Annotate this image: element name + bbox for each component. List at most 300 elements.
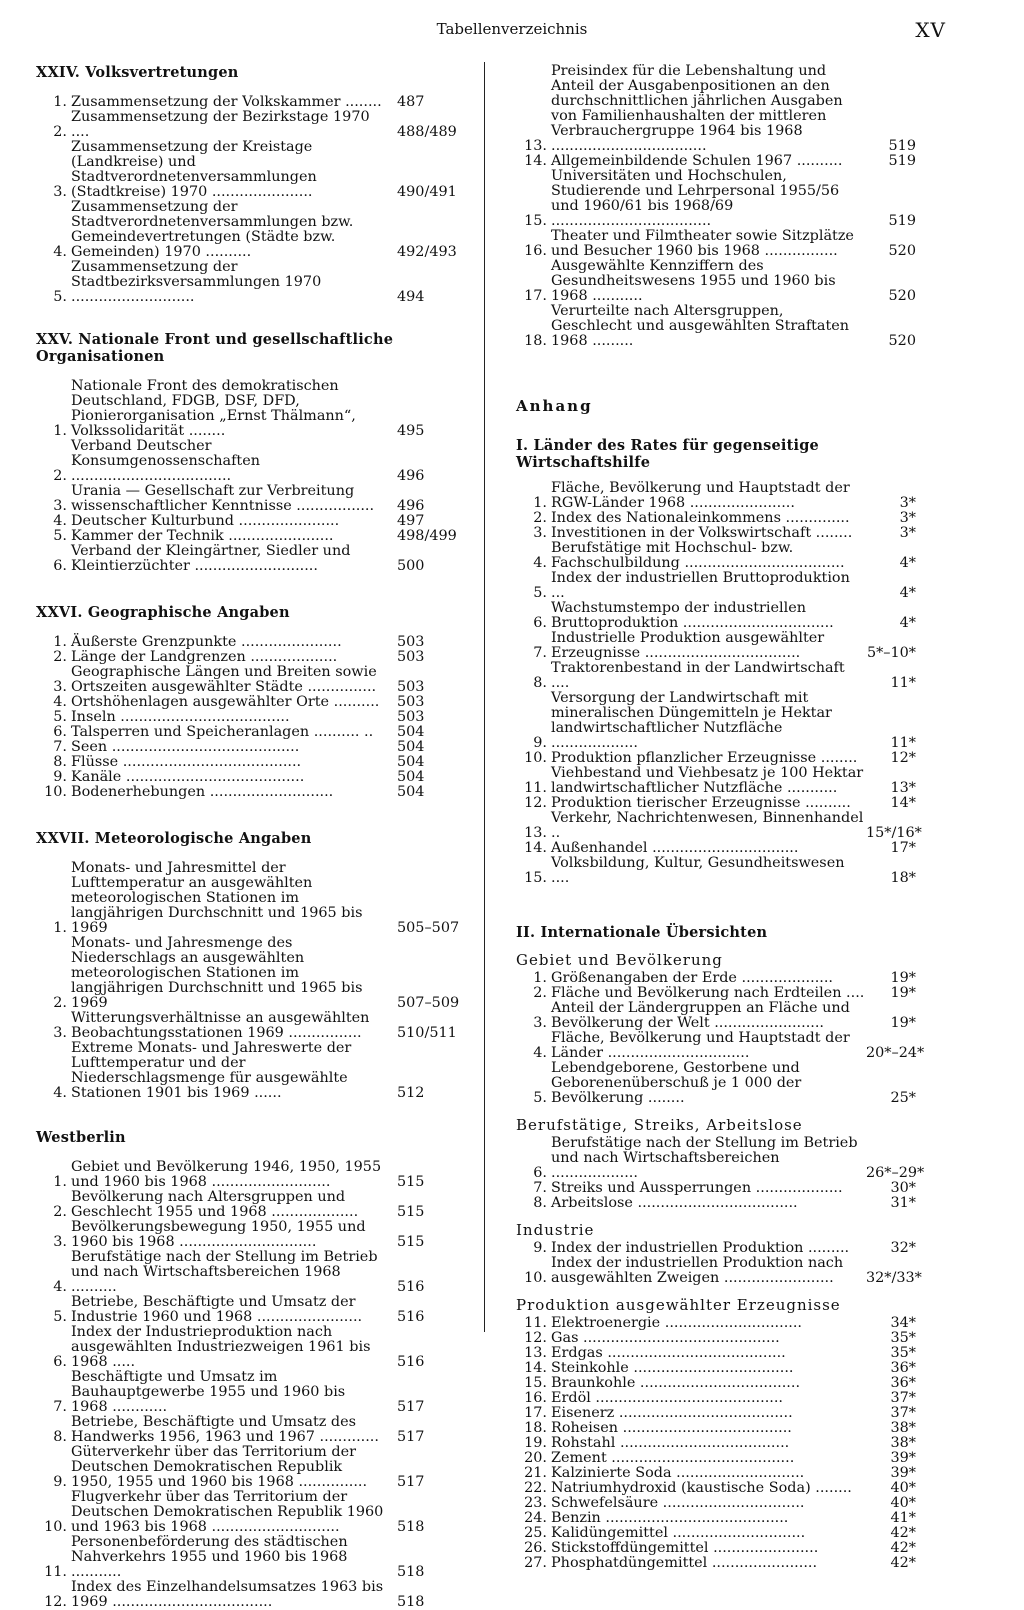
entry-number: 2. xyxy=(53,468,67,484)
entry-number: 3. xyxy=(53,1234,67,1250)
entry-title: Personenbeförderung des städtischen Nahverkehrs 1955 und 1960 bis 1968 ........... xyxy=(71,1534,348,1580)
entry-title: Zusammensetzung der Stadtverordnetenversammlungen bzw. Gemeindevertretungen (Städte bzw. Gemeinden) 1970 .......... xyxy=(71,199,354,260)
entry-page: 42* xyxy=(890,1525,916,1541)
entry-page: 515 xyxy=(397,1174,425,1190)
entry-page: 26*–29* xyxy=(866,1165,925,1181)
entry-number: 6. xyxy=(53,724,67,740)
entry-page: 520 xyxy=(888,333,916,349)
subsection-title: Produktion ausgewählter Erzeugnisse xyxy=(516,1296,841,1314)
entry-title: Witterungsverhältnisse an ausgewählten Beobachtungsstationen 1969 ................ xyxy=(71,1010,370,1041)
entry-title: Seen ......................................... xyxy=(71,739,300,755)
toc-entry xyxy=(36,1370,426,1415)
toc-entry xyxy=(516,481,916,511)
entry-number: 10. xyxy=(44,784,67,800)
entry-title: Verband Deutscher Konsumgenossenschaften ................................... xyxy=(71,438,260,484)
entry-page: 3* xyxy=(899,510,916,526)
entry-number: 11. xyxy=(524,780,547,796)
entry-title: Traktorenbestand in der Landwirtschaft .... xyxy=(551,660,845,691)
entry-page: 37* xyxy=(890,1390,916,1406)
toc-entry xyxy=(516,526,916,541)
toc-entry xyxy=(516,1255,922,1286)
toc-entry xyxy=(36,740,426,755)
entry-number: 2. xyxy=(53,124,67,140)
entry-page: 515 xyxy=(397,1234,425,1250)
toc-entry xyxy=(516,1421,916,1436)
entry-number: 20. xyxy=(524,1450,547,1466)
entry-title: Universitäten und Hochschulen, Studierende und Lehrpersonal 1955/56 und 1960/61 bis 1968/69 ................................... xyxy=(551,168,840,229)
toc-entry xyxy=(516,1556,916,1571)
toc-entry xyxy=(516,541,916,571)
toc-entry xyxy=(36,1535,426,1580)
left-column xyxy=(36,64,460,1610)
entry-title: Index des Einzelhandelsumsatzes 1963 bis 1969 ................................... xyxy=(71,1579,384,1610)
entry-title: Gas ........................................... xyxy=(551,1330,780,1346)
entry-page: 31* xyxy=(890,1195,916,1211)
entry-title: Zusammensetzung der Kreistage (Landkreise) und Stadtverordnetenversammlungen (Stadtkreise) 1970 ...................... xyxy=(71,139,317,200)
entry-number: 12. xyxy=(524,795,547,811)
toc-entry xyxy=(516,1451,916,1466)
entry-page: 40* xyxy=(890,1480,916,1496)
entry-number: 14. xyxy=(524,153,547,169)
toc-entry xyxy=(516,169,916,229)
entry-number: 10. xyxy=(524,750,547,766)
entry-title: Index der industriellen Produktion ......... xyxy=(551,1240,850,1256)
entry-title: Geographische Längen und Breiten sowie Ortszeiten ausgewählter Städte ............... xyxy=(71,664,377,695)
entry-page: 504 xyxy=(397,784,425,800)
entry-number: 17. xyxy=(524,288,547,304)
entry-title: Außenhandel ................................ xyxy=(551,840,799,856)
entry-page: 40* xyxy=(890,1495,916,1511)
entry-title: Index der industriellen Bruttoproduktion ... xyxy=(551,570,850,601)
toc-entry xyxy=(36,1220,426,1250)
entry-number: 5. xyxy=(533,1090,547,1106)
toc-entry xyxy=(516,1196,916,1211)
entry-number: 6. xyxy=(53,558,67,574)
entry-title: Kanäle ....................................... xyxy=(71,769,305,785)
entry-page: 517 xyxy=(397,1399,425,1415)
entry-title: Natriumhydroxid (kaustische Soda) ........ xyxy=(551,1480,852,1496)
entry-page: 17* xyxy=(890,840,916,856)
toc-entry xyxy=(36,1445,426,1490)
entry-title: Lebendgeborene, Gestorbene und Geborenenüberschuß je 1 000 der Bevölkerung ........ xyxy=(551,1060,802,1106)
entry-number: 15. xyxy=(524,870,547,886)
entry-title: Volksbildung, Kultur, Gesundheitswesen .... xyxy=(551,855,845,886)
entry-number: 10. xyxy=(524,1270,547,1286)
toc-entry xyxy=(516,766,916,796)
entry-page: 517 xyxy=(397,1429,425,1445)
toc-entry xyxy=(36,755,426,770)
entry-title: Flüsse ....................................... xyxy=(71,754,302,770)
toc-entry xyxy=(36,695,426,710)
entry-page: 496 xyxy=(397,498,425,514)
entry-title: Braunkohle ................................... xyxy=(551,1375,801,1391)
subsection-title: Berufstätige, Streiks, Arbeitslose xyxy=(516,1116,803,1134)
entry-page: 38* xyxy=(890,1420,916,1436)
entry-page: 35* xyxy=(890,1330,916,1346)
toc-entry xyxy=(516,1391,916,1406)
toc-entry xyxy=(36,528,457,544)
toc-entry xyxy=(516,1436,916,1451)
entry-title: Berufstätige nach der Stellung im Betrieb und nach Wirtschaftsbereichen 1968 .......... xyxy=(71,1249,378,1295)
entry-title: Schwefelsäure ............................... xyxy=(551,1495,805,1511)
toc-entry xyxy=(516,631,916,661)
entry-title: Produktion tierischer Erzeugnisse .......... xyxy=(551,795,851,811)
entry-number: 3. xyxy=(53,498,67,514)
entry-number: 1. xyxy=(53,634,67,650)
toc-entry xyxy=(516,796,916,811)
entry-title: Verkehr, Nachrichtenwesen, Binnenhandel .. xyxy=(551,810,864,841)
entry-number: 4. xyxy=(53,1279,67,1295)
entry-title: Monats- und Jahresmenge des Niederschlags an ausgewählten meteorologischen Stationen im langjährigen Durchschnitt und 1965 bis 1969 xyxy=(71,935,363,1011)
page-number: XV xyxy=(915,18,946,42)
entry-title: Streiks und Aussperrungen ................... xyxy=(551,1180,843,1196)
entry-number: 11. xyxy=(524,1315,547,1331)
entry-number: 3. xyxy=(53,679,67,695)
entry-number: 2. xyxy=(53,1204,67,1220)
entry-page: 518 xyxy=(397,1564,425,1580)
entry-number: 3. xyxy=(53,1025,67,1041)
entry-title: Länge der Landgrenzen ................... xyxy=(71,649,338,665)
right-column xyxy=(516,63,925,1571)
entry-page: 488/489 xyxy=(397,124,457,140)
toc-entry xyxy=(36,1490,426,1535)
entry-page: 498/499 xyxy=(397,528,457,544)
entry-number: 3. xyxy=(53,184,67,200)
entry-title: Index des Nationaleinkommens .............. xyxy=(551,510,850,526)
entry-number: 6. xyxy=(533,615,547,631)
entry-page: 520 xyxy=(888,288,916,304)
toc-entry xyxy=(516,1001,916,1031)
toc-entry xyxy=(36,1190,426,1220)
entry-page: 519 xyxy=(888,153,916,169)
toc-entry xyxy=(36,1250,426,1295)
entry-page: 503 xyxy=(397,634,425,650)
entry-number: 9. xyxy=(53,1474,67,1490)
entry-number: 16. xyxy=(524,1390,547,1406)
toc-entry xyxy=(516,810,922,841)
entry-page: 13* xyxy=(890,780,916,796)
entry-page: 519 xyxy=(888,213,916,229)
toc-section xyxy=(36,1129,426,1610)
entry-page: 503 xyxy=(397,679,425,695)
entry-title: Fläche und Bevölkerung nach Erdteilen .... xyxy=(551,985,865,1001)
entry-number: 12. xyxy=(524,1330,547,1346)
entry-title: Berufstätige nach der Stellung im Betrieb und nach Wirtschaftsbereichen ................... xyxy=(551,1135,858,1181)
subsection-title: Industrie xyxy=(516,1221,595,1239)
entry-number: 26. xyxy=(524,1540,547,1556)
toc-entry xyxy=(36,1010,457,1041)
entry-page: 19* xyxy=(890,985,916,1001)
entry-page: 15*/16* xyxy=(866,825,922,841)
entry-title: Gebiet und Bevölkerung 1946, 1950, 1955 und 1960 bis 1968 .......................... xyxy=(71,1159,382,1190)
entry-title: Betriebe, Beschäftigte und Umsatz der Industrie 1960 und 1968 ....................... xyxy=(71,1294,363,1325)
section-title: XXVI. Geographische Angaben xyxy=(36,604,290,621)
entry-number: 9. xyxy=(533,735,547,751)
entry-page: 492/493 xyxy=(397,244,457,260)
entry-number: 1. xyxy=(53,920,67,936)
entry-title: Talsperren und Speicheranlagen .......... .. xyxy=(71,724,374,740)
entry-title: Deutscher Kulturbund ...................... xyxy=(71,513,340,529)
entry-title: Roheisen ..................................... xyxy=(551,1420,792,1436)
entry-title: Betriebe, Beschäftigte und Umsatz des Handwerks 1956, 1963 und 1967 ............. xyxy=(71,1414,379,1445)
entry-number: 4. xyxy=(53,244,67,260)
section-title: I. Länder des Rates für gegenseitige Wirtschaftshilfe xyxy=(516,437,819,471)
entry-number: 8. xyxy=(533,675,547,691)
toc-entry xyxy=(36,109,457,140)
entry-page: 19* xyxy=(890,970,916,986)
entry-title: Verband der Kleingärtner, Siedler und Kleintierzüchter ........................... xyxy=(71,543,351,574)
entry-page: 3* xyxy=(899,525,916,541)
section-title: XXIV. Volksvertretungen xyxy=(36,64,239,81)
entry-page: 518 xyxy=(397,1519,425,1535)
toc-entry xyxy=(516,229,916,259)
toc-entry xyxy=(36,650,426,665)
entry-number: 4. xyxy=(533,555,547,571)
entry-number: 14. xyxy=(524,1360,547,1376)
entry-number: 1. xyxy=(53,1174,67,1190)
entry-page: 4* xyxy=(899,615,916,631)
entry-number: 7. xyxy=(53,739,67,755)
entry-title: Fläche, Bevölkerung und Hauptstadt der Länder ............................... xyxy=(551,1030,850,1061)
entry-page: 516 xyxy=(397,1354,425,1370)
entry-number: 24. xyxy=(524,1510,547,1526)
entry-page: 14* xyxy=(890,795,916,811)
entry-title: Preisindex für die Lebenshaltung und Anteil der Ausgabenpositionen an den durchschnittlichen jährlichen Ausgaben von Familienhaushalten der mittleren Verbrauchergruppe 1964 bis 1968 .................................. xyxy=(551,63,843,154)
entry-title: Ausgewählte Kennziffern des Gesundheitswesens 1955 und 1960 bis 1968 ........... xyxy=(551,258,836,304)
entry-title: Zusammensetzung der Bezirkstage 1970 .... xyxy=(71,109,370,140)
entry-title: Investitionen in der Volkswirtschaft ........ xyxy=(551,525,853,541)
entry-number: 17. xyxy=(524,1405,547,1421)
entry-title: Nationale Front des demokratischen Deutschland, FDGB, DSF, DFD, Pionierorganisation „Ernst Thälmann“, Volkssolidarität ........ xyxy=(71,378,356,439)
entry-title: Anteil der Ländergruppen an Fläche und Bevölkerung der Welt ........................ xyxy=(551,1000,850,1031)
entry-page: 32* xyxy=(890,1240,916,1256)
entry-number: 15. xyxy=(524,1375,547,1391)
toc-entry xyxy=(36,199,457,260)
entry-page: 36* xyxy=(890,1360,916,1376)
toc-entry xyxy=(36,95,426,110)
entry-number: 2. xyxy=(533,985,547,1001)
entry-title: Größenangaben der Erde .................... xyxy=(551,970,834,986)
entry-title: Produktion pflanzlicher Erzeugnisse ........ xyxy=(551,750,858,766)
entry-number: 4. xyxy=(53,694,67,710)
toc-entry xyxy=(516,986,916,1001)
entry-page: 3* xyxy=(899,495,916,511)
toc-entry xyxy=(36,1415,426,1445)
entry-number: 2. xyxy=(533,510,547,526)
toc-entry xyxy=(516,1496,916,1511)
toc-section-continued xyxy=(516,64,916,349)
entry-number: 10. xyxy=(44,1519,67,1535)
toc-entry xyxy=(36,1325,426,1370)
toc-entry xyxy=(516,1526,916,1541)
toc-entry xyxy=(516,1181,916,1196)
toc-entry xyxy=(516,751,916,766)
entry-title: Kalidüngemittel ............................. xyxy=(551,1525,806,1541)
entry-number: 13. xyxy=(524,138,547,154)
toc-section xyxy=(36,830,460,1101)
toc-entry xyxy=(36,379,426,439)
entry-page: 42* xyxy=(890,1540,916,1556)
entry-page: 39* xyxy=(890,1465,916,1481)
toc-entry xyxy=(36,635,426,650)
entry-number: 5. xyxy=(53,528,67,544)
entry-page: 25* xyxy=(890,1090,916,1106)
entry-number: 5. xyxy=(53,709,67,725)
toc-entry xyxy=(36,710,426,725)
entry-number: 3. xyxy=(533,525,547,541)
entry-number: 2. xyxy=(53,649,67,665)
toc-entry xyxy=(516,1541,916,1556)
toc-entry xyxy=(36,1580,426,1610)
toc-entry xyxy=(516,841,916,856)
entry-title: Eisenerz ...................................... xyxy=(551,1405,793,1421)
entry-number: 7. xyxy=(53,1399,67,1415)
entry-number: 4. xyxy=(53,1085,67,1101)
entry-page: 36* xyxy=(890,1375,916,1391)
entry-number: 7. xyxy=(533,1180,547,1196)
entry-number: 27. xyxy=(524,1555,547,1571)
entry-page: 19* xyxy=(890,1015,916,1031)
entry-page: 11* xyxy=(890,735,916,751)
entry-page: 503 xyxy=(397,694,425,710)
toc-entry xyxy=(516,1511,916,1526)
toc-entry xyxy=(516,1361,916,1376)
entry-page: 11* xyxy=(890,675,916,691)
entry-title: Verurteilte nach Altersgruppen, Geschlecht und ausgewählten Straftaten 1968 ......... xyxy=(551,303,850,349)
toc-section xyxy=(516,924,925,1571)
toc-entry xyxy=(36,544,426,574)
entry-number: 4. xyxy=(53,513,67,529)
entry-number: 5. xyxy=(53,1309,67,1325)
toc-entry xyxy=(36,1160,426,1190)
entry-title: Elektroenergie .............................. xyxy=(551,1315,802,1331)
toc-entry xyxy=(516,511,916,526)
entry-number: 2. xyxy=(53,995,67,1011)
column-divider xyxy=(484,62,485,1332)
toc-entry xyxy=(516,1316,916,1331)
entry-title: Erdgas ....................................... xyxy=(551,1345,786,1361)
entry-title: Äußerste Grenzpunkte ...................... xyxy=(71,634,342,650)
toc-entry xyxy=(516,1376,916,1391)
entry-page: 4* xyxy=(899,555,916,571)
entry-title: Bevölkerungsbewegung 1950, 1955 und 1960 bis 1968 .............................. xyxy=(71,1219,366,1250)
toc-entry xyxy=(516,1406,916,1421)
entry-number: 3. xyxy=(533,1015,547,1031)
entry-number: 12. xyxy=(44,1594,67,1610)
entry-page: 516 xyxy=(397,1309,425,1325)
toc-entry xyxy=(516,971,916,986)
toc-entry xyxy=(516,259,916,304)
section-title: XXV. Nationale Front und gesellschaftliche Organisationen xyxy=(36,331,394,365)
toc-entry xyxy=(36,1295,426,1325)
entry-number: 1. xyxy=(53,94,67,110)
entry-page: 505–507 xyxy=(397,920,460,936)
entry-title: Index der Industrieproduktion nach ausgewählten Industriezweigen 1961 bis 1968 ..... xyxy=(71,1324,371,1370)
entry-page: 500 xyxy=(397,558,425,574)
toc-entry xyxy=(36,725,426,740)
toc-section xyxy=(36,64,457,305)
toc-entry xyxy=(516,1135,925,1181)
entry-title: Extreme Monats- und Jahreswerte der Lufttemperatur und der Niederschlagsmenge für ausgewählte Stationen 1901 bis 1969 ...... xyxy=(71,1040,352,1101)
entry-number: 25. xyxy=(524,1525,547,1541)
entry-page: 504 xyxy=(397,769,425,785)
entry-title: Monats- und Jahresmittel der Lufttemperatur an ausgewählten meteorologischen Stationen im langjährigen Durchschnitt und 1965 bis 1969 xyxy=(71,860,363,936)
toc-entry xyxy=(36,439,426,484)
entry-page: 495 xyxy=(397,423,425,439)
entry-title: Inseln ..................................... xyxy=(71,709,290,725)
entry-page: 4* xyxy=(899,585,916,601)
entry-page: 510/511 xyxy=(397,1025,457,1041)
toc-entry xyxy=(36,935,460,1011)
entry-page: 39* xyxy=(890,1450,916,1466)
entry-title: Urania — Gesellschaft zur Verbreitung wissenschaftlicher Kenntnisse ................. xyxy=(71,483,375,514)
toc-entry xyxy=(516,1346,916,1361)
entry-number: 6. xyxy=(53,1354,67,1370)
entry-number: 6. xyxy=(533,1165,547,1181)
entry-page: 519 xyxy=(888,138,916,154)
entry-number: 18. xyxy=(524,333,547,349)
entry-page: 520 xyxy=(888,243,916,259)
entry-page: 512 xyxy=(397,1085,425,1101)
section-title: II. Internationale Übersichten xyxy=(516,924,768,941)
entry-title: Versorgung der Landwirtschaft mit mineralischen Düngemitteln je Hektar landwirtschaftlicher Nutzfläche ................... xyxy=(551,690,832,751)
entry-page: 516 xyxy=(397,1279,425,1295)
toc-section xyxy=(516,437,922,886)
entry-title: Fläche, Bevölkerung und Hauptstadt der RGW-Länder 1968 ....................... xyxy=(551,480,850,511)
toc-entry xyxy=(36,1041,426,1101)
toc-entry xyxy=(516,1331,916,1346)
toc-entry xyxy=(36,770,426,785)
toc-entry xyxy=(516,64,916,154)
toc-entry xyxy=(516,1241,916,1256)
entry-number: 23. xyxy=(524,1495,547,1511)
entry-number: 11. xyxy=(44,1564,67,1580)
entry-page: 41* xyxy=(890,1510,916,1526)
entry-number: 9. xyxy=(53,769,67,785)
entry-title: Beschäftigte und Umsatz im Bauhauptgewerbe 1955 und 1960 bis 1968 ............ xyxy=(71,1369,346,1415)
appendix-heading: Anhang xyxy=(516,397,593,415)
entry-number: 5. xyxy=(53,289,67,305)
entry-title: Berufstätige mit Hochschul- bzw. Fachschulbildung ................................... xyxy=(551,540,845,571)
entry-number: 7. xyxy=(533,645,547,661)
entry-number: 13. xyxy=(524,1345,547,1361)
entry-title: Zusammensetzung der Volkskammer ........ xyxy=(71,94,382,110)
entry-page: 35* xyxy=(890,1345,916,1361)
toc-entry xyxy=(36,514,426,529)
entry-title: Ortshöhenlagen ausgewählter Orte .......... xyxy=(71,694,380,710)
entry-title: Benzin ........................................ xyxy=(551,1510,789,1526)
entry-number: 1. xyxy=(533,495,547,511)
entry-number: 14. xyxy=(524,840,547,856)
entry-page: 518 xyxy=(397,1594,425,1610)
entry-page: 12* xyxy=(890,750,916,766)
entry-number: 22. xyxy=(524,1480,547,1496)
entry-title: Kammer der Technik ....................... xyxy=(71,528,334,544)
entry-page: 497 xyxy=(397,513,425,529)
entry-title: Viehbestand und Viehbesatz je 100 Hektar landwirtschaftlicher Nutzfläche ........... xyxy=(551,765,864,796)
entry-number: 16. xyxy=(524,243,547,259)
entry-page: 504 xyxy=(397,724,425,740)
toc-entry xyxy=(516,304,916,349)
entry-number: 1. xyxy=(533,970,547,986)
toc-entry xyxy=(36,484,426,514)
entry-title: Bodenerhebungen ........................... xyxy=(71,784,334,800)
entry-number: 19. xyxy=(524,1435,547,1451)
entry-page: 496 xyxy=(397,468,425,484)
toc-entry xyxy=(36,139,457,200)
entry-page: 20*–24* xyxy=(866,1045,925,1061)
entry-page: 504 xyxy=(397,739,425,755)
